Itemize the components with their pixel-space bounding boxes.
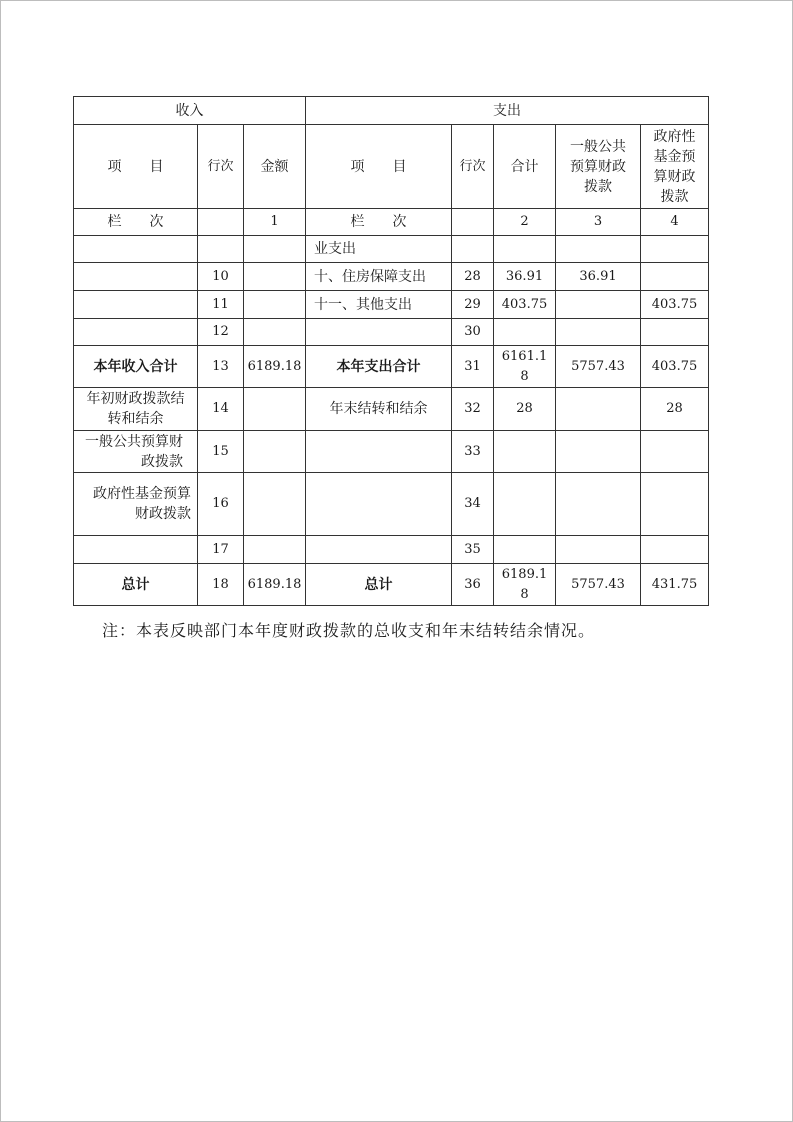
income-amount-cell <box>244 388 306 431</box>
income-line-cell: 18 <box>198 564 244 606</box>
expense-fund-cell <box>641 536 709 564</box>
income-amount-cell <box>244 291 306 319</box>
expense-fund-cell: 403.75 <box>641 346 709 388</box>
expense-item-cell: 十、住房保障支出 <box>306 263 452 291</box>
expense-general-cell <box>556 388 641 431</box>
expense-line-cell: 33 <box>452 431 494 473</box>
column-index-label-left: 栏 次 <box>74 209 198 236</box>
expense-header: 支出 <box>306 97 709 125</box>
table-row <box>74 236 709 263</box>
expense-total-cell <box>494 431 556 473</box>
expense-total-cell: 6161.18 <box>494 346 556 388</box>
income-amount-cell <box>244 473 306 536</box>
table-row <box>74 431 709 473</box>
expense-line-cell: 35 <box>452 536 494 564</box>
expense-total-cell <box>494 319 556 346</box>
column-index-row <box>74 209 709 236</box>
income-line-cell: 13 <box>198 346 244 388</box>
expense-total-cell: 36.91 <box>494 263 556 291</box>
income-item-cell: 政府性基金预算财政拨款 <box>74 473 198 536</box>
expense-general-cell <box>556 473 641 536</box>
expense-fund-cell: 403.75 <box>641 291 709 319</box>
expense-total-cell <box>494 536 556 564</box>
expense-line-cell: 34 <box>452 473 494 536</box>
expense-general-cell: 5757.43 <box>556 564 641 606</box>
expense-total-cell <box>494 473 556 536</box>
expense-item-cell: 十一、其他支出 <box>306 291 452 319</box>
expense-item-cell <box>306 473 452 536</box>
column-index-label-right: 栏 次 <box>306 209 452 236</box>
expense-general-budget-column-title: 一般公共预算财政拨款 <box>556 125 641 209</box>
table-footnote: 注：本表反映部门本年度财政拨款的总收支和年末结转结余情况。 <box>102 621 596 640</box>
expense-line-cell: 28 <box>452 263 494 291</box>
expense-general-cell <box>556 431 641 473</box>
income-item-cell <box>74 291 198 319</box>
income-line-cell <box>198 236 244 263</box>
income-item-cell: 总计 <box>74 564 198 606</box>
expense-line-cell: 30 <box>452 319 494 346</box>
expense-total-cell: 28 <box>494 388 556 431</box>
table-row <box>74 564 709 606</box>
income-amount-cell <box>244 263 306 291</box>
expense-item-cell <box>306 431 452 473</box>
fiscal-appropriation-table <box>73 96 709 606</box>
income-amount-cell <box>244 236 306 263</box>
column-index-blank <box>198 209 244 236</box>
expense-fund-cell <box>641 236 709 263</box>
expense-item-cell <box>306 319 452 346</box>
expense-general-cell <box>556 319 641 346</box>
income-item-cell <box>74 236 198 263</box>
income-item-column-title: 项 目 <box>74 125 198 209</box>
expense-government-fund-column-title: 政府性基金预算财政拨款 <box>641 125 709 209</box>
income-header: 收入 <box>74 97 306 125</box>
expense-fund-cell: 431.75 <box>641 564 709 606</box>
expense-item-cell: 本年支出合计 <box>306 346 452 388</box>
table-row <box>74 263 709 291</box>
expense-line-cell: 31 <box>452 346 494 388</box>
column-index-3: 3 <box>556 209 641 236</box>
income-amount-cell: 6189.18 <box>244 346 306 388</box>
income-line-cell: 15 <box>198 431 244 473</box>
income-amount-column-title: 金额 <box>244 125 306 209</box>
income-line-cell: 11 <box>198 291 244 319</box>
expense-fund-cell <box>641 263 709 291</box>
expense-item-column-title: 项 目 <box>306 125 452 209</box>
table-row <box>74 388 709 431</box>
income-item-cell: 年初财政拨款结转和结余 <box>74 388 198 431</box>
income-line-cell: 16 <box>198 473 244 536</box>
expense-line-cell <box>452 236 494 263</box>
column-index-2: 2 <box>494 209 556 236</box>
column-title-row <box>74 125 709 209</box>
expense-item-cell <box>306 536 452 564</box>
income-amount-cell <box>244 536 306 564</box>
table-row <box>74 319 709 346</box>
income-amount-cell <box>244 319 306 346</box>
expense-general-cell: 36.91 <box>556 263 641 291</box>
expense-item-cell: 业支出 <box>306 236 452 263</box>
expense-fund-cell <box>641 431 709 473</box>
table-header-row <box>74 97 709 125</box>
income-line-cell: 10 <box>198 263 244 291</box>
table-row <box>74 536 709 564</box>
expense-total-cell: 403.75 <box>494 291 556 319</box>
income-item-cell: 一般公共预算财政拨款 <box>74 431 198 473</box>
expense-general-cell: 5757.43 <box>556 346 641 388</box>
expense-general-cell <box>556 236 641 263</box>
income-amount-cell <box>244 431 306 473</box>
column-index-4: 4 <box>641 209 709 236</box>
expense-total-cell <box>494 236 556 263</box>
expense-total-cell: 6189.18 <box>494 564 556 606</box>
expense-total-column-title: 合计 <box>494 125 556 209</box>
income-line-cell: 14 <box>198 388 244 431</box>
expense-line-cell: 36 <box>452 564 494 606</box>
expense-line-column-title: 行次 <box>452 125 494 209</box>
expense-line-cell: 32 <box>452 388 494 431</box>
income-item-cell <box>74 536 198 564</box>
income-amount-cell: 6189.18 <box>244 564 306 606</box>
expense-fund-cell <box>641 319 709 346</box>
table-row <box>74 473 709 536</box>
income-line-column-title: 行次 <box>198 125 244 209</box>
expense-general-cell <box>556 536 641 564</box>
expense-item-cell: 总计 <box>306 564 452 606</box>
expense-line-cell: 29 <box>452 291 494 319</box>
income-line-cell: 12 <box>198 319 244 346</box>
income-item-cell <box>74 319 198 346</box>
table-row <box>74 291 709 319</box>
income-line-cell: 17 <box>198 536 244 564</box>
expense-fund-cell <box>641 473 709 536</box>
table-row <box>74 346 709 388</box>
expense-item-cell: 年末结转和结余 <box>306 388 452 431</box>
expense-fund-cell: 28 <box>641 388 709 431</box>
income-item-cell <box>74 263 198 291</box>
column-index-1: 1 <box>244 209 306 236</box>
expense-general-cell <box>556 291 641 319</box>
income-item-cell: 本年收入合计 <box>74 346 198 388</box>
column-index-blank <box>452 209 494 236</box>
